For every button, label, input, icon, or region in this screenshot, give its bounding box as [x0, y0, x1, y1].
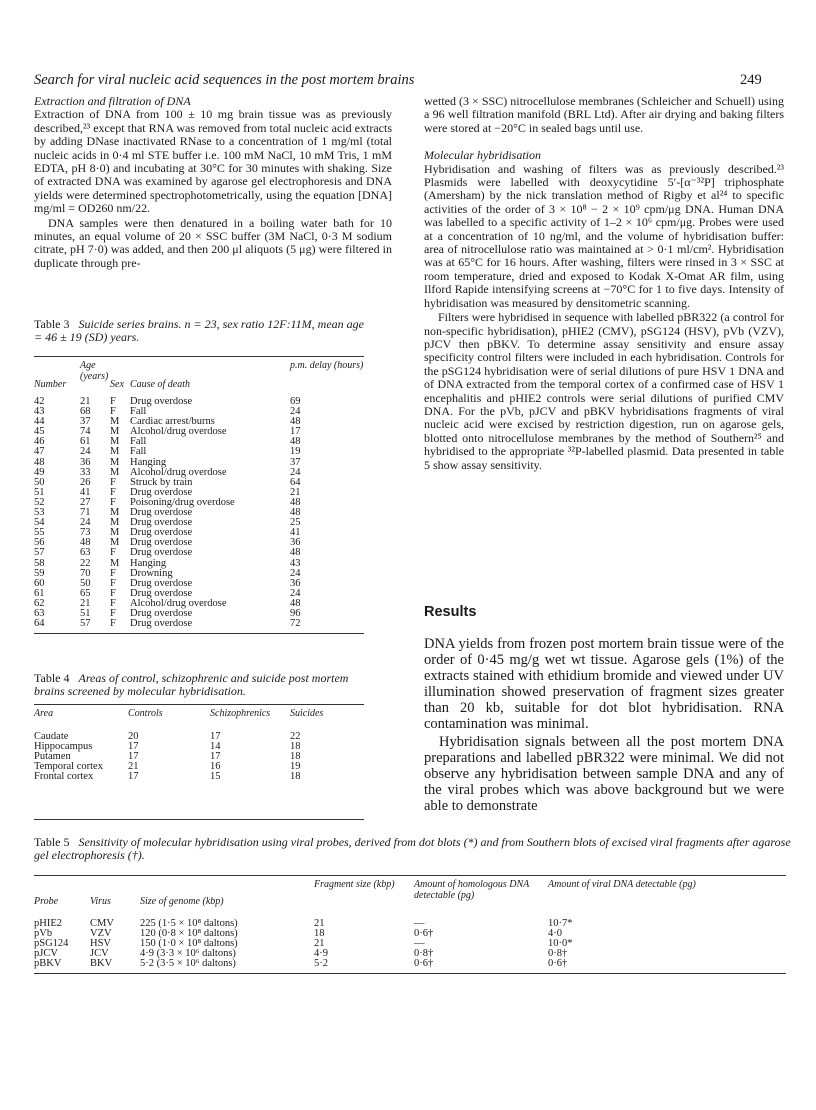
table3-cell: Drug overdose	[130, 517, 193, 529]
table3-cell: 24	[290, 406, 301, 418]
table3-header-number: Number	[34, 379, 67, 390]
table3-cell: 24	[80, 446, 91, 458]
table3-cell: Drug overdose	[130, 618, 193, 630]
paragraph-filters-sequence: Filters were hybridised in sequence with labelled pBR322 (a control for non-specific hybridisation), pHIE2 (CMV), pSG124 (HSV), pVb (VZV), pJCV then pBKV. To determine assay sensitivity and ensure assay specificity control filters were included in each hybridisation. Controls for the pSG124 hybridisation were of serial dilutions of pure HSV 1 DNA and of DNA extracted from the temporal cortex of a confirmed case of HSV 1 encephalitis and pHIE2 controls were serial dilutions of purified CMV DNA. For the pVb, pJCV and pBKV hybridisations fragments of viral nucleic acid were excised by restriction digestion, run on agarose gels, blotted onto nitrocellulose membranes by the method of Southern²⁵ and hybridised to the appropriate ³²P-labelled plasmid. Data presented in table 5 show assay sensitivity.	[424, 310, 784, 472]
table4-cell: 17	[210, 731, 221, 742]
table3-cell: 56	[34, 537, 45, 549]
table3-cell: 44	[34, 416, 45, 428]
table3-cell: 71	[80, 507, 91, 519]
paragraph-denaturing: DNA samples were then denatured in a boiling water bath for 10 minutes, an equal volume of 20 × SSC buffer (3M NaCl, 0·3 M sodium citrate, pH 7·0) was added, and then 200 μl aliquots (5 μg) were filtered in duplicate through pre-	[34, 215, 392, 270]
table5-cell: VZV	[90, 928, 112, 940]
table3-cell: 57	[80, 618, 91, 630]
table5-cell: 0·8†	[414, 948, 434, 960]
table3-cell: F	[110, 607, 116, 619]
table4-cell: 17	[210, 751, 221, 763]
table4-cell: Temporal cortex	[34, 761, 103, 773]
table5-cell: 225 (1·5 × 10⁸ daltons)	[140, 918, 238, 929]
table3-cell: Drug overdose	[130, 527, 193, 539]
table3-cell: Drug overdose	[130, 486, 193, 498]
table5-cell: CMV	[90, 918, 114, 929]
table3-cell: 22	[80, 557, 91, 569]
table3-label: Table 3	[34, 317, 70, 331]
table3-header-age: Age (years)	[80, 360, 109, 382]
table3-cell: F	[110, 597, 116, 609]
table3-cell: Hanging	[130, 456, 167, 468]
table5-cell: 0·6†	[414, 928, 434, 940]
table3-cell: 26	[80, 476, 91, 488]
table3-cell: 21	[80, 597, 91, 609]
table5-header-viral-dna: Amount of viral DNA detectable (pg)	[548, 879, 696, 890]
table3-cell: Alcohol/drug overdose	[130, 466, 227, 478]
table3-cell: 48	[290, 507, 301, 519]
table5-bottom-rule	[34, 973, 786, 974]
table5-header-homologous: Amount of homologous DNA detectable (pg)	[414, 879, 530, 901]
table5-header-virus: Virus	[90, 896, 111, 907]
table3-cell: 74	[80, 426, 91, 438]
table3-cell: M	[110, 416, 120, 428]
table4-cell: 20	[128, 731, 139, 742]
table3-cell: 63	[80, 547, 91, 559]
table3-cell: F	[110, 577, 116, 589]
table4-cell: 17	[128, 751, 139, 763]
table3-cell: 57	[34, 547, 45, 559]
table3-body	[34, 390, 364, 629]
table3-cell: F	[110, 476, 116, 488]
table3-cell: 65	[80, 587, 91, 599]
table5-cell: pVb	[34, 928, 53, 940]
table3-cell: Drug overdose	[130, 396, 193, 407]
table4-cell: Putamen	[34, 751, 71, 763]
table4-cell: 22	[290, 731, 301, 742]
section-heading-extraction: Extraction and filtration of DNA	[34, 94, 191, 108]
table5-header-genome-size: Size of genome (kbp)	[140, 896, 224, 907]
table3-cell: Alcohol/drug overdose	[130, 597, 227, 609]
paragraph-filter-continuation: wetted (3 × SSC) nitrocellulose membranes (Schleicher and Schuell) using a 96 well filtration manifold (BRL Ltd). After air drying and baking filters were stored at −20°C in sealed bags until use.	[424, 94, 784, 135]
table4-label: Table 4	[34, 671, 70, 685]
table4-cell: 18	[290, 741, 301, 753]
table4-cell: Frontal cortex	[34, 771, 94, 783]
table3-header-cause: Cause of death	[130, 379, 190, 390]
table3-cell: F	[110, 496, 116, 508]
table3-cell: 64	[34, 618, 45, 630]
table3-cell: 63	[34, 607, 45, 619]
table3-cell: 61	[34, 587, 45, 599]
table3-cell: 37	[290, 456, 301, 468]
table3-cell: 72	[290, 618, 301, 630]
table5	[34, 879, 786, 969]
table5-cell: 21	[314, 938, 325, 950]
table3-row	[34, 390, 364, 407]
table4-body	[34, 728, 364, 782]
table3-cell: 25	[290, 517, 301, 529]
table5-cell: HSV	[90, 938, 112, 950]
table3-cell: F	[110, 587, 116, 599]
table5-caption-text: Sensitivity of molecular hybridisation using viral probes, derived from dot blots (*) and from Southern blots of excised viral fragments after agarose gel electrophoresis (†).	[34, 835, 791, 862]
table3-cell: M	[110, 507, 120, 519]
table3-cell: 33	[80, 466, 91, 478]
table3-cell: Drowning	[130, 567, 173, 579]
table5-cell: —	[414, 938, 425, 950]
table3-cell: 69	[290, 396, 301, 407]
table3-header-rule	[34, 633, 364, 634]
table3-cell: 36	[80, 456, 91, 468]
table3-cell: 73	[80, 527, 91, 539]
table3-row	[34, 548, 364, 558]
table3-cell: Struck by train	[130, 476, 193, 488]
table3-cell: M	[110, 446, 120, 458]
page-number: 249	[740, 72, 762, 88]
table4-cell: 17	[128, 771, 139, 783]
table3-cell: Drug overdose	[130, 587, 193, 599]
table3-cell: 21	[80, 396, 91, 407]
table4-header-controls: Controls	[128, 708, 163, 719]
table4-header-area: Area	[34, 708, 54, 719]
table3-cell: 96	[290, 607, 301, 619]
table4-cell: 18	[290, 771, 301, 783]
table3-cell: 48	[80, 537, 91, 549]
table3-cell: 48	[290, 547, 301, 559]
table3-cell: 21	[290, 486, 301, 498]
table5-cell: 4·0	[548, 928, 562, 940]
table3-cell: 48	[290, 416, 301, 428]
table3-cell: Drug overdose	[130, 507, 193, 519]
table3-cell: 50	[80, 577, 91, 589]
table5-cell: 10·0*	[548, 938, 573, 950]
table3-cell: M	[110, 517, 120, 529]
table4-cell: Caudate	[34, 731, 69, 742]
table3-cell: 42	[34, 396, 45, 407]
table3-cell: 48	[34, 456, 45, 468]
table3-cell: Cardiac arrest/burns	[130, 416, 215, 428]
table3-cell: Fall	[130, 406, 147, 418]
table3-cell: 64	[290, 476, 301, 488]
table3-cell: 37	[80, 416, 91, 428]
table3-cell: F	[110, 396, 116, 407]
results-heading: Results	[424, 604, 477, 620]
table3-cell: Fall	[130, 436, 147, 448]
table4-row	[34, 772, 364, 782]
table5-cell: BKV	[90, 958, 113, 970]
table3-cell: 58	[34, 557, 45, 569]
table3-cell: 27	[80, 496, 91, 508]
table3-cell: M	[110, 426, 120, 438]
table3-cell: 45	[34, 426, 45, 438]
table3-cell: M	[110, 456, 120, 468]
table3-cell: 43	[34, 406, 45, 418]
table5-cell: —	[414, 918, 425, 929]
table3-cell: 48	[290, 496, 301, 508]
table3-cell: 17	[290, 426, 301, 438]
table3-cell: 24	[290, 466, 301, 478]
table3-cell: F	[110, 406, 116, 418]
table3-cell: Drug overdose	[130, 607, 193, 619]
table3-cell: 51	[80, 607, 91, 619]
table5-label: Table 5	[34, 835, 70, 849]
table4-bottom-rule	[34, 819, 364, 820]
table3-cell: 62	[34, 597, 45, 609]
table4-row	[34, 728, 364, 742]
table3-cell: 24	[80, 517, 91, 529]
table4-caption-text: Areas of control, schizophrenic and suicide post mortem brains screened by molecular hybridisation.	[34, 671, 349, 698]
table3-cell: 52	[34, 496, 45, 508]
table3-cell: F	[110, 486, 116, 498]
table5-cell: pHIE2	[34, 918, 62, 929]
table5-cell: 0·6†	[414, 958, 434, 970]
table3-cell: Drug overdose	[130, 577, 193, 589]
section-heading-hybridisation: Molecular hybridisation	[424, 148, 541, 163]
table3-caption-text: Suicide series brains. n = 23, sex ratio 12F:11M, mean age = 46 ± 19 (SD) years.	[34, 317, 364, 344]
paragraph-results-yields: DNA yields from frozen post mortem brain tissue were of the order of 0·45 mg/g wet wt tissue. Agarose gels (1%) of the extracts stained with ethidium bromide and viewed under UV illumination showed preservation of fragment sizes greater than 20 kb, suitable for dot blot hybridisation. RNA contamination was minimal.	[424, 636, 784, 732]
table3-cell: 48	[290, 436, 301, 448]
paragraph-results-signals: Hybridisation signals between all the post mortem DNA preparations and labelled pBR322 were minimal. We did not observe any hybridisation between sample DNA and any of the viral probes which was above background but we were able to demonstrate	[424, 734, 784, 815]
table3-cell: 59	[34, 567, 45, 579]
table3-cell: M	[110, 537, 120, 549]
table3-caption	[34, 318, 364, 344]
table3-cell: M	[110, 527, 120, 539]
left-column-text	[34, 95, 392, 270]
table3-cell: 46	[34, 436, 45, 448]
table4-cell: 15	[210, 771, 221, 783]
table5-cell: 120 (0·8 × 10⁸ daltons)	[140, 928, 238, 940]
table5-row	[34, 913, 786, 929]
table5-row	[34, 959, 786, 969]
table5-cell: 4·9	[314, 948, 328, 960]
table4-cell: 14	[210, 741, 221, 753]
table3-cell: 53	[34, 507, 45, 519]
table3-cell: 19	[290, 446, 301, 458]
table4-cell: 17	[128, 741, 139, 753]
table5-cell: pSG124	[34, 938, 69, 950]
table3-cell: F	[110, 547, 116, 559]
table5-cell: 5·2 (3·5 × 10⁶ daltons)	[140, 958, 236, 970]
table3-header-sex: Sex	[110, 379, 124, 390]
table3-cell: 36	[290, 537, 301, 549]
table5-cell: JCV	[90, 948, 109, 960]
table3-cell: M	[110, 466, 120, 478]
table4-cell: 19	[290, 761, 301, 773]
table4-cell: 18	[290, 751, 301, 763]
table3-cell: 49	[34, 466, 45, 478]
table4-cell: Hippocampus	[34, 741, 93, 753]
table3-cell: 47	[34, 446, 45, 458]
table5-caption	[34, 836, 794, 862]
table4-cell: 16	[210, 761, 221, 773]
table3-cell: 24	[290, 567, 301, 579]
table4-cell: 21	[128, 761, 139, 773]
table4-row	[34, 742, 364, 752]
right-column-text	[424, 95, 784, 472]
table5-cell: 10·7*	[548, 918, 573, 929]
table5-cell: 0·6†	[548, 958, 568, 970]
table4-top-rule	[34, 704, 364, 705]
table5-cell: 18	[314, 928, 325, 940]
table4-header-schizophrenics: Schizophrenics	[210, 708, 271, 719]
table3-cell: 51	[34, 486, 45, 498]
table4	[34, 708, 364, 782]
running-title: Search for viral nucleic acid sequences in the post mortem brains	[34, 72, 415, 88]
table5-header-probe: Probe	[34, 896, 59, 907]
table5-cell: pBKV	[34, 958, 62, 970]
table3-cell: 48	[290, 597, 301, 609]
table3-cell: Fall	[130, 446, 147, 458]
table3-cell: Poisoning/drug overdose	[130, 496, 235, 508]
table5-body	[34, 913, 786, 969]
table3-top-rule	[34, 356, 364, 357]
table5-header-fragment-size: Fragment size (kbp)	[314, 879, 395, 890]
table3-cell: 43	[290, 557, 301, 569]
table5-cell: 150 (1·0 × 10⁸ daltons)	[140, 938, 238, 950]
table3-row	[34, 619, 364, 629]
table3-cell: 61	[80, 436, 91, 448]
table3-cell: M	[110, 557, 120, 569]
table4-header-suicides: Suicides	[290, 708, 324, 719]
table5-cell: pJCV	[34, 948, 58, 960]
paragraph-extraction: Extraction of DNA from 100 ± 10 mg brain tissue was as previously described,²³ except that RNA was removed from total nucleic acid extracts by adding DNase inactivated RNase to a concentration of 1 mg/ml (total nucleic acids in 0·4 ml STE buffer i.e. 100 mM NaCl, 10 mM Tris, 1 mM EDTA, pH 8·0) and incubating at 30°C for 30 minutes with shaking. Size of extracted DNA was examined by agarose gel electrophoresis and DNA yields were determined spectrophotometrically, using the equation [DNA] mg/ml = OD260 nm/22.	[34, 107, 392, 216]
table3-cell: 68	[80, 406, 91, 418]
table3-cell: 54	[34, 517, 45, 529]
table3	[34, 360, 364, 629]
table3-cell: M	[110, 436, 120, 448]
table5-top-rule	[34, 875, 786, 876]
table3-cell: F	[110, 567, 116, 579]
table3-cell: 41	[290, 527, 301, 539]
table3-cell: 24	[290, 587, 301, 599]
table3-cell: Drug overdose	[130, 537, 193, 549]
table3-cell: 55	[34, 527, 45, 539]
table3-cell: Drug overdose	[130, 547, 193, 559]
results-text	[424, 637, 784, 815]
table5-cell: 0·8†	[548, 948, 568, 960]
table3-cell: 50	[34, 476, 45, 488]
paragraph-hybridisation: Hybridisation and washing of filters was as previously described.²³ Plasmids were labelled with deoxycytidine 5′-[α⁻³²P] triphosphate (Amersham) by the nick translation method of Rigby et al²⁴ to specific activities of the order of 3 × 10⁸ − 2 × 10⁹ cpm/μg DNA. Human DNA was labelled to a specific activity of 1–2 × 10⁶ cpm/μg. Probes were used at a concentration of 10 ng/ml, and the volume of hybridisation buffer: area of nitrocellulose ratio was maintained at > 0·1 ml/cm². Hybridisation was at 65°C for 16 hours. After washing, filters were rinsed in 3 × SSC at room temperature, dried and exposed to Kodak X-Omat AR film, using Ilford Rapide intensifying screens at −70°C for 1 to five days. Intensity of hybridisation was measured by densitometric scanning.	[424, 161, 784, 310]
table3-cell: 36	[290, 577, 301, 589]
table5-cell: 5·2	[314, 958, 328, 970]
table3-cell: 41	[80, 486, 91, 498]
table3-cell: 60	[34, 577, 45, 589]
table5-cell: 4·9 (3·3 × 10⁶ daltons)	[140, 948, 236, 960]
table3-cell: Alcohol/drug overdose	[130, 426, 227, 438]
table5-cell: 21	[314, 918, 325, 929]
table3-cell: F	[110, 618, 116, 630]
table3-cell: Hanging	[130, 557, 167, 569]
table4-caption	[34, 672, 364, 698]
table3-cell: 70	[80, 567, 91, 579]
table3-header-pm-delay: p.m. delay (hours)	[290, 360, 364, 371]
